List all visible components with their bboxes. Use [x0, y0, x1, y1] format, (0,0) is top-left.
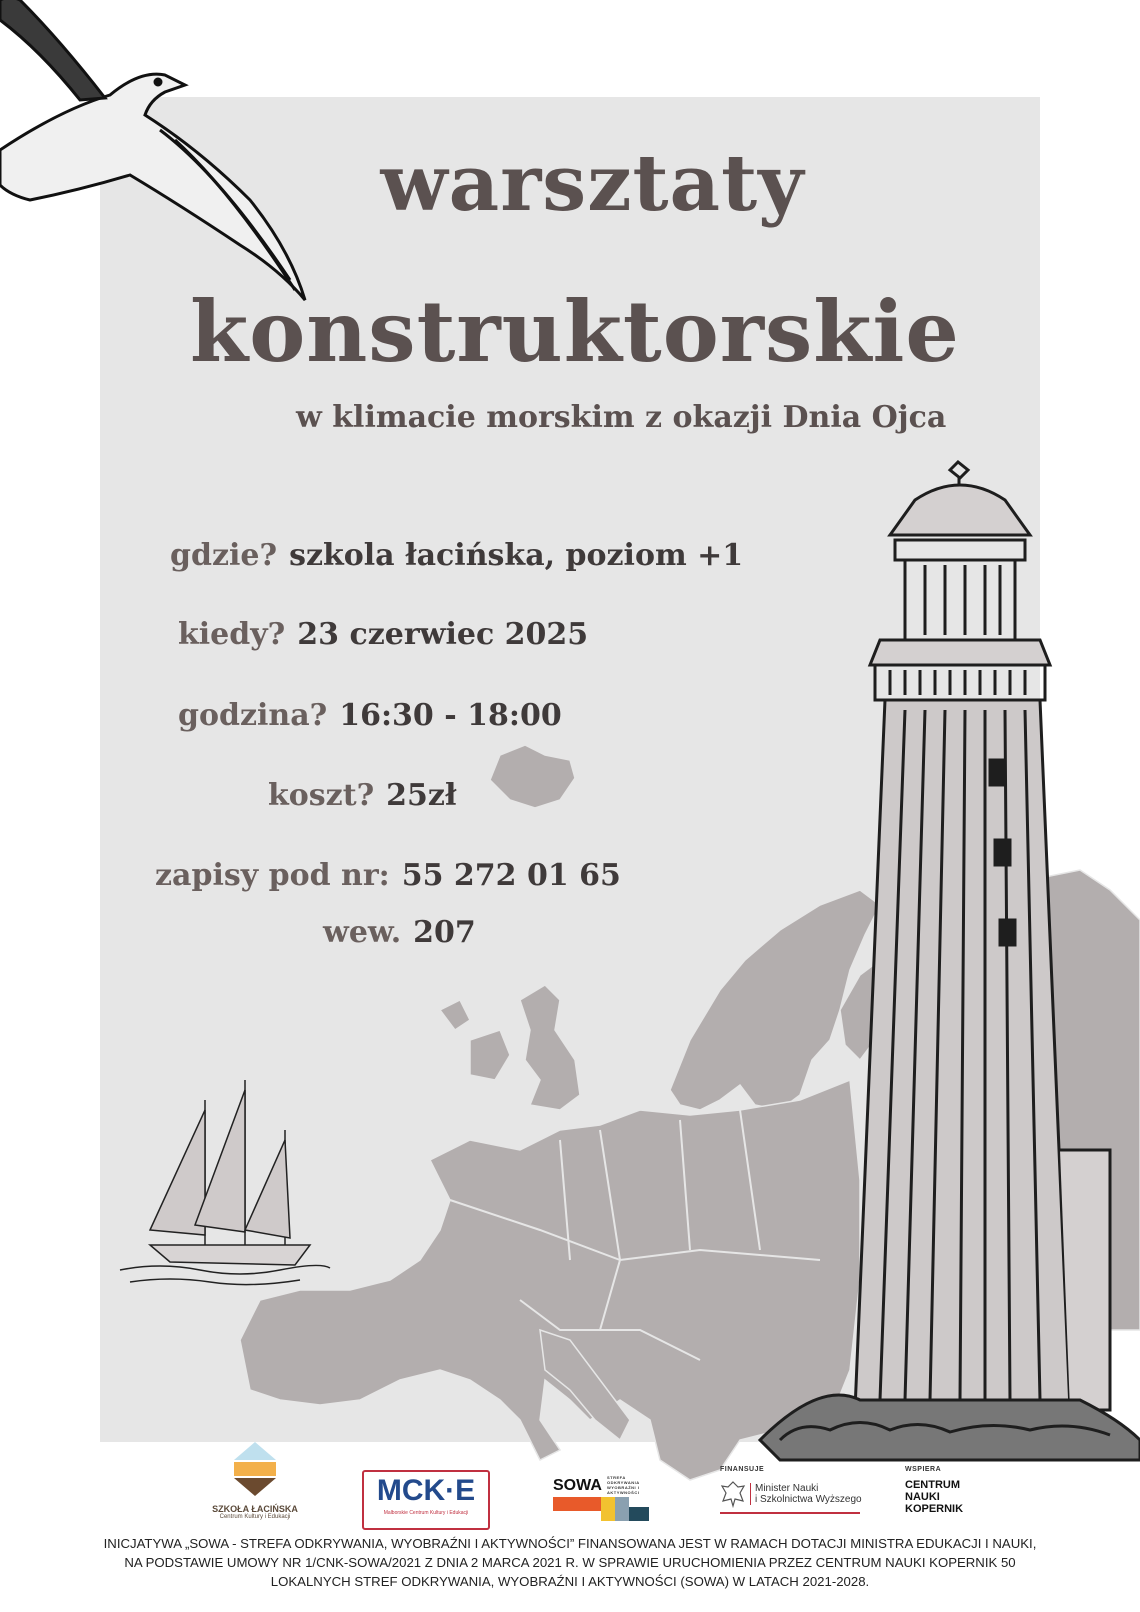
footer-funding-note [0, 1534, 1140, 1591]
ministry-line1: Minister Nauki [755, 1483, 819, 1494]
ministry-underline [720, 1512, 860, 1514]
poster-title-line1: warsztaty [380, 138, 805, 229]
info-extension [323, 915, 476, 950]
footer-line3: LOKALNYCH STREF ODKRYWANIA, WYOBRAŹNI I AKTYWNOŚCI (SOWA) W LATACH 2021-2028. [270, 1574, 870, 1589]
logo-szkola-lacinska [205, 1440, 305, 1525]
info-extension-value: 207 [413, 915, 476, 950]
logo-mckie [362, 1470, 490, 1530]
sowa-sub: STREFA ODKRYWANIA WYOBRAŹNI I AKTYWNOŚCI [606, 1475, 640, 1495]
info-signup-label: zapisy pod nr: [155, 858, 390, 893]
mckie-sub: Malborskie Centrum Kultury i Edukacji [383, 1510, 469, 1516]
szkola-sub: Centrum Kultury i Edukacji [219, 1514, 291, 1520]
info-time-value: 16:30 - 18:00 [339, 698, 562, 733]
info-time [178, 698, 562, 733]
logo-kopernik [905, 1466, 995, 1528]
poster-title-line2: konstruktorskie [190, 282, 960, 381]
szkola-logo-icon [230, 1440, 280, 1500]
logo-sowa [553, 1475, 653, 1530]
info-signup [155, 858, 621, 893]
kopernik-line2: NAUKI [905, 1491, 940, 1503]
poster-subtitle: w klimacie morskim z okazji Dnia Ojca [296, 400, 947, 435]
ministry-heading: FINANSUJE [720, 1466, 765, 1473]
ministry-line2: i Szkolnictwa Wyższego [755, 1494, 862, 1505]
sowa-bars-icon [553, 1495, 653, 1521]
szkola-name: SZKOŁA ŁACIŃSKA [212, 1504, 298, 1514]
info-when-value: 23 czerwiec 2025 [297, 617, 589, 652]
sowa-name: SOWA [553, 1477, 602, 1494]
info-where-label: gdzie? [170, 538, 278, 573]
eagle-emblem-icon [720, 1479, 746, 1509]
kopernik-line1: CENTRUM [905, 1479, 960, 1491]
info-when [178, 617, 588, 652]
info-cost [268, 778, 457, 813]
info-cost-value: 25zł [386, 778, 457, 813]
kopernik-heading: WSPIERA [905, 1466, 942, 1473]
info-extension-label: wew. [323, 915, 402, 950]
info-where [170, 538, 743, 573]
footer-line1: INICJATYWA „SOWA - STREFA ODKRYWANIA, WYOBRAŹNI I AKTYWNOŚCI” FINANSOWANA JEST W RAMACH DOTACJI MINISTRA EDUKACJI I NAUKI, [103, 1536, 1037, 1551]
info-time-label: godzina? [178, 698, 328, 733]
info-where-value: szkola łacińska, poziom +1 [289, 538, 744, 573]
footer-line2: NA PODSTAWIE UMOWY NR 1/CNK-SOWA/2021 Z DNIA 2 MARCA 2021 R. W SPRAWIE URUCHOMIENIA PRZEZ CENTRUM NAUKI KOPERNIK 50 [124, 1555, 1016, 1570]
info-signup-value: 55 272 01 65 [401, 858, 621, 893]
mckie-name: MCK·E [376, 1474, 476, 1507]
kopernik-line3: KOPERNIK [905, 1503, 964, 1515]
logo-ministry [720, 1466, 870, 1526]
info-cost-label: koszt? [268, 778, 375, 813]
sailing-ship-icon [120, 1080, 330, 1285]
info-when-label: kiedy? [178, 617, 286, 652]
